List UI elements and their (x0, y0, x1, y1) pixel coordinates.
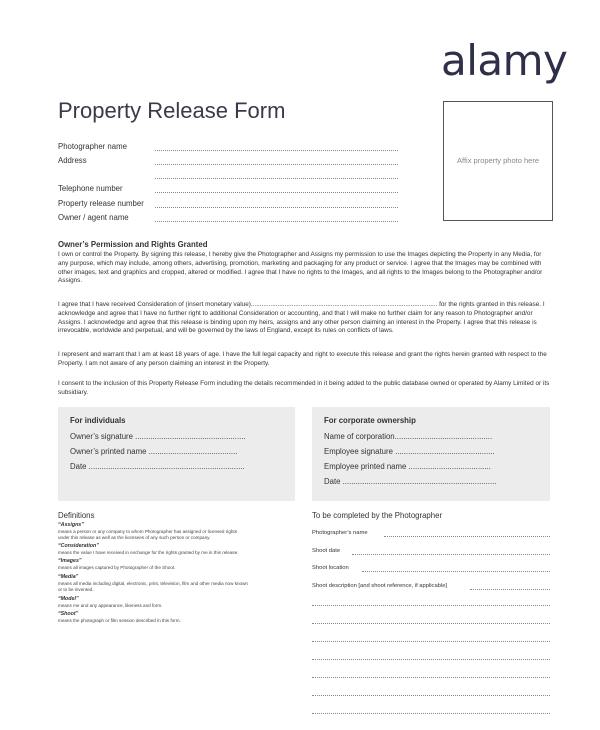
employee-printed-name-field[interactable]: Employee printed name ...................................... (324, 462, 491, 471)
owner-printed-name-field[interactable]: Owner’s printed name ......................................... (70, 447, 238, 456)
definition-term: “Model” (58, 596, 79, 602)
owner-signature-field[interactable]: Owner’s signature ................................................... (70, 432, 246, 441)
corporation-name-field[interactable]: Name of corporation............................................. (324, 432, 493, 441)
shoot-description-label: Shoot description [and shoot reference, if applicable] (312, 583, 448, 589)
definition-text: under this release as well as the licensees of any such person or company. (58, 535, 211, 540)
definition-term: “Shoot” (58, 611, 79, 617)
address-line-1[interactable] (155, 164, 398, 165)
photographer-name-label: Photographer name (58, 142, 127, 151)
corporate-heading: For corporate ownership (324, 416, 416, 425)
definition-term: “Consideration” (58, 543, 99, 549)
shoot-description-line-4[interactable] (312, 659, 550, 660)
telephone-line[interactable] (155, 192, 398, 193)
definition-text: means all media including digital, electronic, print, television, film and other media now known (58, 581, 248, 586)
telephone-label: Telephone number (58, 184, 123, 193)
employee-signature-field[interactable]: Employee signature .............................................. (324, 447, 495, 456)
individuals-box (58, 407, 295, 501)
photo-placeholder-text: Affix property photo here (457, 156, 539, 165)
shoot-description-line-2[interactable] (312, 623, 550, 624)
definitions-heading: Definitions (58, 511, 95, 520)
shoot-date-line[interactable] (352, 554, 550, 555)
definition-text: means me and any appearance, likeness and form. (58, 603, 163, 608)
individuals-heading: For individuals (70, 416, 126, 425)
alamy-logo: alamy (441, 36, 568, 85)
definition-term: “Assigns” (58, 522, 84, 528)
shoot-date-label: Shoot date (312, 548, 341, 554)
definition-text: means all images captured by Photographer of the Shoot. (58, 565, 176, 570)
property-photo-box[interactable] (443, 101, 553, 221)
address-line-2[interactable] (155, 178, 398, 179)
shoot-description-line-0[interactable] (470, 589, 550, 590)
definition-term: “Media” (58, 574, 79, 580)
shoot-location-label: Shoot location (312, 565, 349, 571)
shoot-description-line-3[interactable] (312, 641, 550, 642)
definition-text: or to be invented. (58, 587, 94, 592)
permission-paragraph-4: I consent to the inclusion of this Property Release Form including the details recommended in it being added to the public database owned or operated by Alamy Limited or its subsidiary. (58, 380, 550, 396)
permission-heading: Owner’s Permission and Rights Granted (58, 240, 208, 249)
photographer-name-line-2[interactable] (384, 536, 550, 537)
definition-text: means the value I have received in exchange for the rights granted by me in this release. (58, 550, 239, 555)
shoot-description-line-6[interactable] (312, 695, 550, 696)
photographer-name-label-2: Photographer’s name (312, 530, 368, 536)
shoot-description-line-7[interactable] (312, 713, 550, 714)
permission-paragraph-2: I agree that I have received Consideration of (insert monetary value)......................................................................................................... for the rights granted in this release. I acknowledge and agree that I have no further right to additional Consideration or accounting, and that I will make no further claim for any reason to Photographer and/or Assigns. I acknowledge and agree that this release is binding upon my heirs, assigns and any other person claiming an interest in the Property. I agree that this release is irrevocable, worldwide and perpetual, and will be governed by the laws of England, except its rules on conflicts of laws. (58, 301, 545, 335)
shoot-description-line-1[interactable] (312, 605, 550, 606)
photographer-name-line[interactable] (155, 150, 398, 151)
address-label: Address (58, 156, 87, 165)
release-number-line[interactable] (155, 207, 398, 208)
release-number-label: Property release number (58, 199, 144, 208)
shoot-description-line-5[interactable] (312, 677, 550, 678)
definition-text: means a person or any company to whom Photographer has assigned or licensed rights (58, 529, 238, 534)
definition-term: “Images” (58, 558, 82, 564)
corporate-box (312, 407, 550, 501)
permission-paragraph-1: I own or control the Property. By signing this release, I hereby give the Photographer and Assigns my permission to use the Images depicting the Property in any Media, for any purpose, which may include, among others, advertising, promotion, marketing and packaging for any product or service. I agree that the Images may be combined with other images, text and graphics and cropped, altered or modified. I agree that I have no rights to the Images, and all rights to the Images belong to the Photographer and/or Assigns. (58, 251, 543, 285)
owner-agent-label: Owner / agent name (58, 213, 129, 222)
owner-date-field[interactable]: Date ........................................................................ (70, 462, 245, 471)
corporate-date-field[interactable]: Date ....................................................................... (324, 477, 497, 486)
definition-text: means the photograph or film session described in this form. (58, 618, 181, 623)
photographer-section-heading: To be completed by the Photographer (312, 511, 443, 520)
page-title: Property Release Form (58, 98, 286, 123)
shoot-location-line[interactable] (362, 571, 550, 572)
permission-paragraph-3: I represent and warrant that I am at least 18 years of age. I have the full legal capacity and right to execute this release and grant the rights herein granted with respect to the Property. I am not aware of any person claiming an interest in the Property. (58, 351, 547, 367)
owner-agent-line[interactable] (155, 221, 398, 222)
